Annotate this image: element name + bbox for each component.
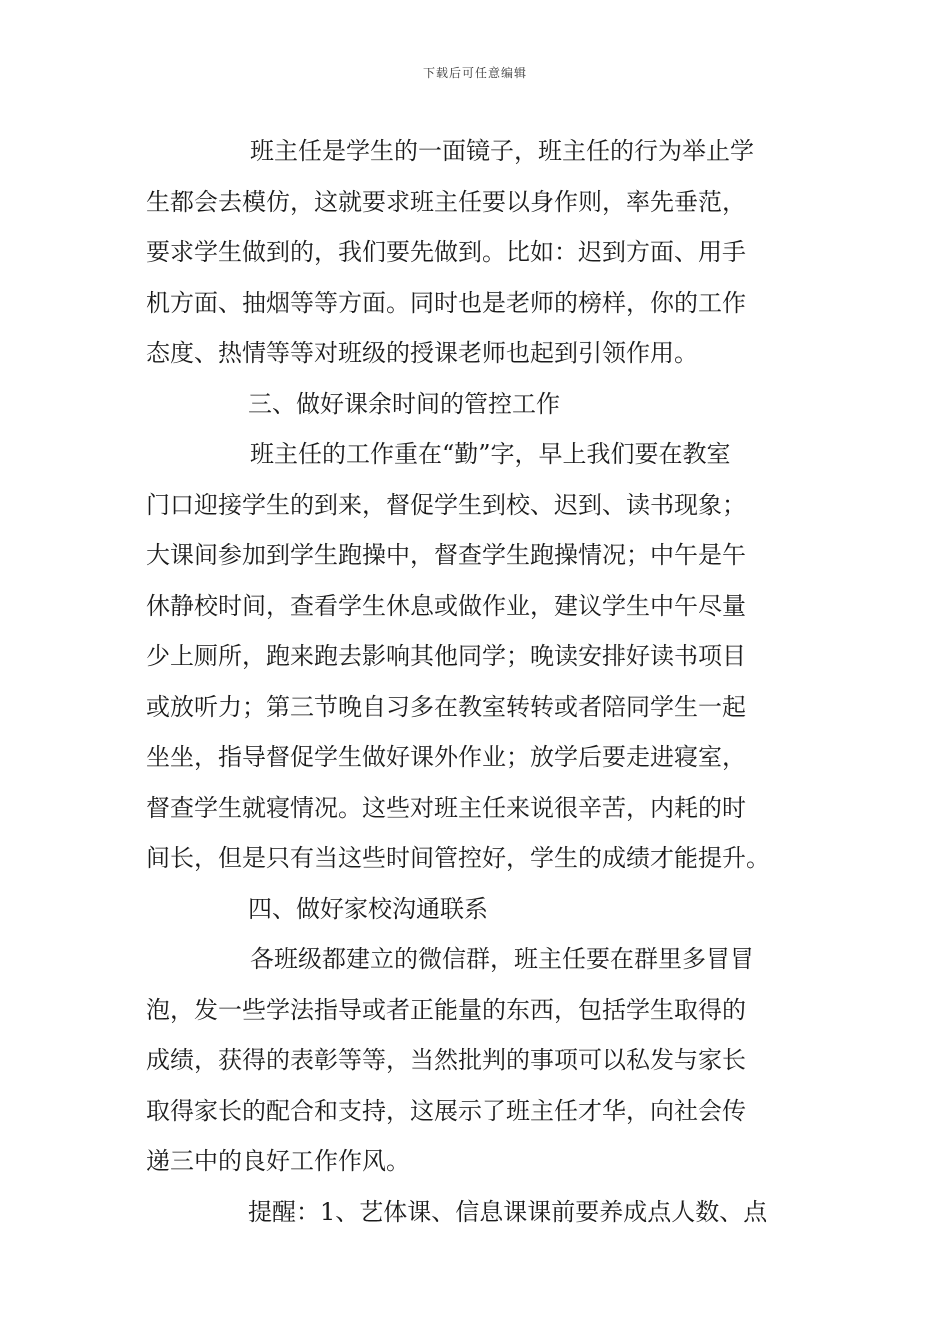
paragraph-line: 休静校时间，查看学生休息或做作业，建议学生中午尽量: [146, 591, 746, 620]
paragraph-line: 成绩，获得的表彰等等，当然批判的事项可以私发与家长: [146, 1046, 746, 1074]
paragraph-line: 坐坐，指导督促学生做好课外作业；放学后要走进寝室，: [146, 743, 746, 771]
document-body: [146, 126, 806, 1237]
paragraph-line: 各班级都建立的微信群，班主任要在群里多冒冒: [250, 945, 754, 973]
paragraph-line: 泡，发一些学法指导或者正能量的东西，包括学生取得的: [146, 995, 746, 1024]
paragraph-line: 提醒：1、艺体课、信息课课前要养成点人数、点: [248, 1197, 768, 1226]
paragraph-line: 班主任是学生的一面镜子，班主任的行为举止学: [250, 137, 754, 165]
paragraph-line: 机方面、抽烟等等方面。同时也是老师的榜样，你的工作: [146, 288, 746, 317]
paragraph-line: 取得家长的配合和支持，这展示了班主任才华，向社会传: [146, 1096, 746, 1125]
paragraph-line: 态度、热情等等对班级的授课老师也起到引领作用。: [146, 339, 698, 367]
paragraph-line: 要求学生做到的，我们要先做到。比如：迟到方面、用手: [146, 238, 746, 266]
section-heading: 三、做好课余时间的管控工作: [248, 389, 560, 418]
paragraph-line: 递三中的良好工作作风。: [146, 1147, 410, 1175]
paragraph-line: 班主任的工作重在“勤”字，早上我们要在教室: [250, 440, 731, 468]
paragraph-line: 间长，但是只有当这些时间管控好，学生的成绩才能提升。: [146, 844, 770, 872]
paragraph-line: 生都会去模仿，这就要求班主任要以身作则，率先垂范，: [146, 187, 746, 216]
section-heading: 四、做好家校沟通联系: [248, 894, 488, 923]
page-header: 下载后可任意编辑: [422, 66, 527, 80]
paragraph-line: 少上厕所，跑来跑去影响其他同学；晚读安排好读书项目: [146, 642, 746, 670]
paragraph-line: 门口迎接学生的到来，督促学生到校、迟到、读书现象；: [146, 490, 746, 519]
paragraph-line: 或放听力；第三节晚自习多在教室转转或者陪同学生一起: [146, 692, 746, 721]
paragraph-line: 大课间参加到学生跑操中，督查学生跑操情况；中午是午: [146, 541, 746, 569]
paragraph-line: 督查学生就寝情况。这些对班主任来说很辛苦，内耗的时: [146, 793, 746, 822]
